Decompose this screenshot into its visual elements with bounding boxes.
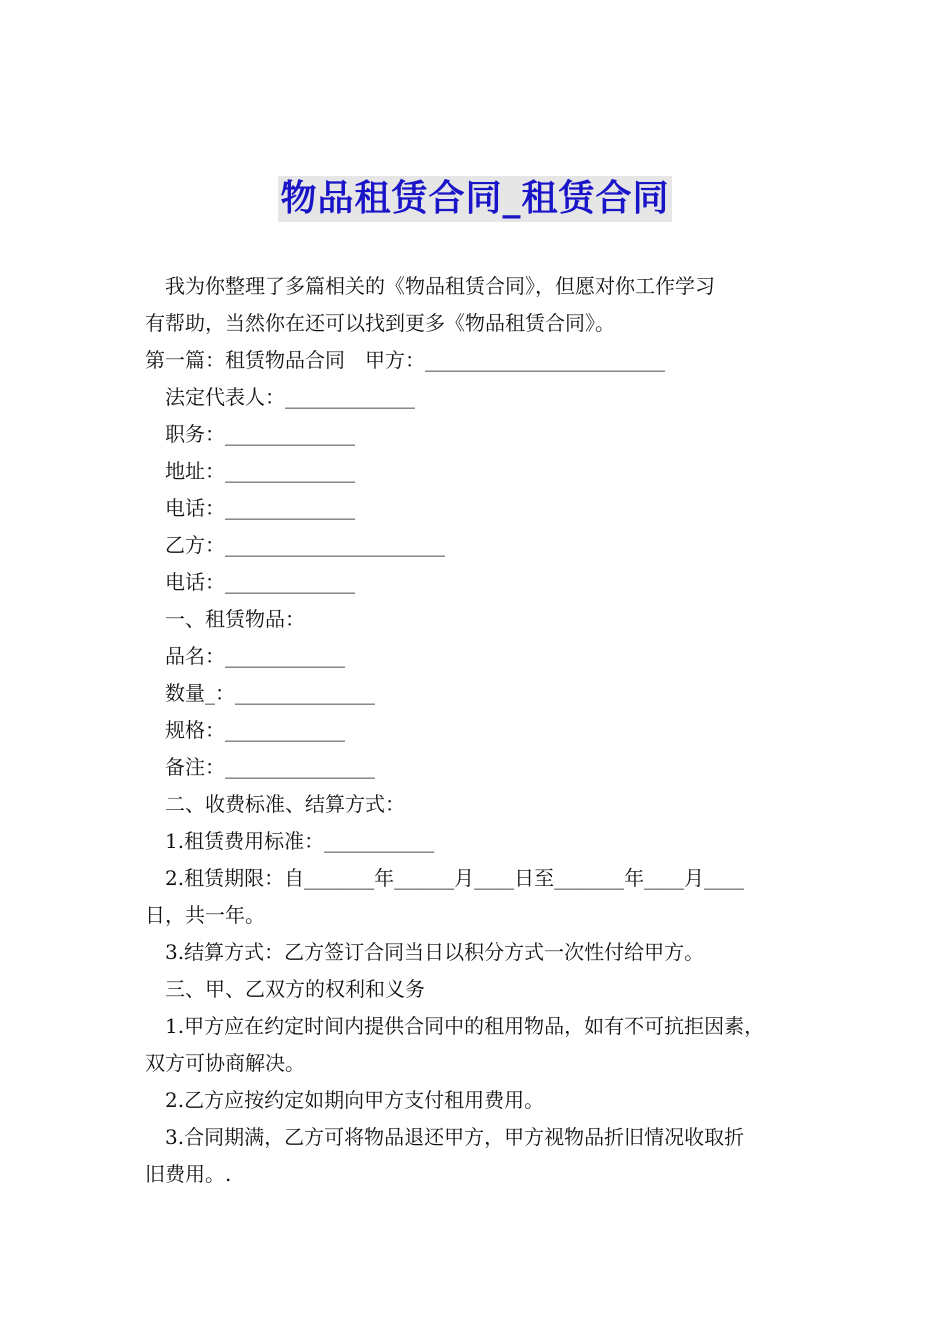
lease-term-line-1: 2.租赁期限：自_______年______月____日至_______年____月____ <box>165 866 745 890</box>
clause-3-line-1: 3.合同期满，乙方可将物品退还甲方，甲方视物品折旧情况收取折 <box>165 1125 745 1149</box>
party-b-field: 乙方：______________________ <box>165 533 445 557</box>
document-title: 物品租赁合同_租赁合同 <box>278 176 671 222</box>
title-container <box>0 176 950 222</box>
clause-1-line-1: 1.甲方应在约定时间内提供合同中的租用物品，如有不可抗拒因素， <box>165 1014 765 1038</box>
legal-representative-field: 法定代表人：_____________ <box>165 385 415 409</box>
clause-3-line-2: 旧费用。. <box>145 1162 232 1186</box>
part-one-heading: 第一篇：租赁物品合同 甲方：________________________ <box>145 348 665 372</box>
fee-standard-field: 1.租赁费用标准：___________ <box>165 829 435 853</box>
lease-term-line-2: 日，共一年。 <box>145 903 265 927</box>
section-one-heading: 一、租赁物品： <box>165 607 305 631</box>
settlement-method: 3.结算方式：乙方签订合同当日以积分方式一次性付给甲方。 <box>165 940 705 964</box>
quantity-field: 数量_：______________ <box>165 681 375 705</box>
position-field: 职务：_____________ <box>165 422 355 446</box>
address-field: 地址：_____________ <box>165 459 355 483</box>
document-body <box>145 268 810 1193</box>
section-two-heading: 二、收费标准、结算方式： <box>165 792 405 816</box>
section-three-heading: 三、甲、乙双方的权利和义务 <box>165 977 425 1001</box>
remarks-field: 备注：_______________ <box>165 755 375 779</box>
phone-field-party-a: 电话：_____________ <box>165 496 355 520</box>
item-name-field: 品名：____________ <box>165 644 345 668</box>
clause-2: 2.乙方应按约定如期向甲方支付租用费用。 <box>165 1088 545 1112</box>
intro-line-2: 有帮助，当然你在还可以找到更多《物品租赁合同》。 <box>145 311 615 335</box>
specification-field: 规格：____________ <box>165 718 345 742</box>
clause-1-line-2: 双方可协商解决。 <box>145 1051 305 1075</box>
intro-line-1: 我为你整理了多篇相关的《物品租赁合同》，但愿对你工作学习 <box>165 274 715 298</box>
phone-field-party-b: 电话：_____________ <box>165 570 355 594</box>
